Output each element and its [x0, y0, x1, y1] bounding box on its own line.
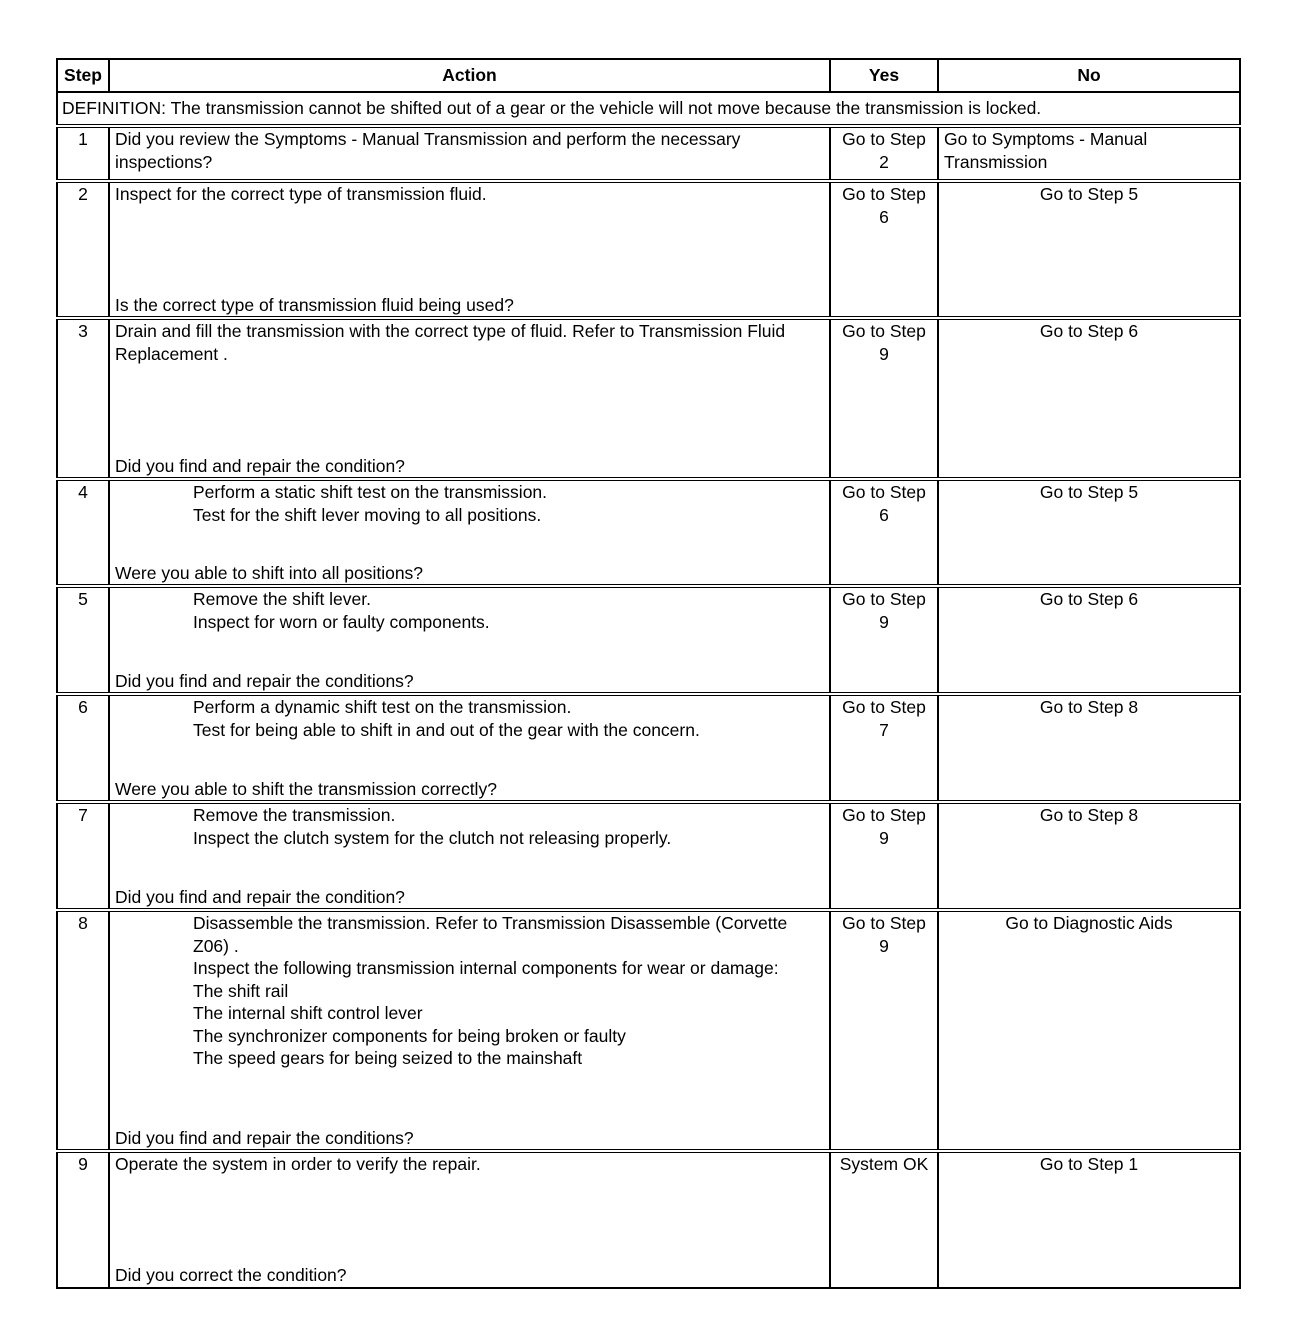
step-action [109, 1151, 830, 1288]
step-action [109, 479, 830, 586]
header-no: No [938, 59, 1240, 92]
step-no: Go to Step 6 [938, 318, 1240, 479]
table-row [57, 1151, 1240, 1288]
step-yes: Go to Step 7 [830, 694, 938, 802]
step-yes: Go to Step 6 [830, 479, 938, 586]
step-number: 4 [57, 479, 109, 586]
step-number: 8 [57, 910, 109, 1151]
action-question: Did you find and repair the conditions? [115, 670, 414, 691]
step-number: 5 [57, 586, 109, 694]
step-no: Go to Step 5 [938, 479, 1240, 586]
table-row [57, 318, 1240, 479]
action-line: Drain and fill the transmission with the correct type of fluid. Refer to Transmission Fluid Replacement . [115, 321, 786, 364]
table-row [57, 586, 1240, 694]
header-yes: Yes [830, 59, 938, 92]
action-line: Perform a static shift test on the transmission. [193, 482, 548, 502]
action-line: Operate the system in order to verify the repair. [115, 1154, 481, 1174]
step-number: 9 [57, 1151, 109, 1288]
action-question: Did you find and repair the condition? [115, 455, 405, 476]
step-no: Go to Step 8 [938, 802, 1240, 910]
action-question: Did you correct the condition? [115, 1264, 347, 1285]
action-line: Remove the shift lever. [193, 589, 371, 609]
step-no: Go to Step 8 [938, 694, 1240, 802]
action-line: Test for the shift lever moving to all positions. [193, 504, 542, 525]
action-line: Disassemble the transmission. Refer to Transmission Disassemble (Corvette Z06) . [193, 913, 788, 956]
action-question: Did you find and repair the conditions? [115, 1127, 414, 1148]
header-row [57, 59, 1240, 92]
step-action [109, 910, 830, 1151]
step-number: 2 [57, 181, 109, 318]
step-number: 6 [57, 694, 109, 802]
table-row [57, 694, 1240, 802]
action-question: Were you able to shift into all positions? [115, 562, 424, 583]
step-action [109, 802, 830, 910]
step-yes: Go to Step 6 [830, 181, 938, 318]
step-yes: Go to Step 9 [830, 802, 938, 910]
action-line: Remove the transmission. [193, 805, 396, 825]
action-line: Inspect for worn or faulty components. [193, 611, 490, 632]
action-line: The shift rail [193, 980, 289, 1001]
step-action [109, 318, 830, 479]
table-row [57, 802, 1240, 910]
action-line: The synchronizer components for being broken or faulty [193, 1025, 626, 1046]
step-yes: Go to Step 9 [830, 318, 938, 479]
step-no: Go to Symptoms - Manual Transmission [938, 126, 1240, 181]
step-yes: System OK [830, 1151, 938, 1288]
action-question: Did you find and repair the condition? [115, 886, 405, 907]
step-yes: Go to Step 9 [830, 910, 938, 1151]
header-action: Action [109, 59, 830, 92]
table-row [57, 181, 1240, 318]
step-number: 7 [57, 802, 109, 910]
step-action [109, 586, 830, 694]
step-yes: Go to Step 9 [830, 586, 938, 694]
action-question: Is the correct type of transmission fluid being used? [115, 294, 514, 315]
diagnostic-table [56, 58, 1241, 1289]
step-number: 3 [57, 318, 109, 479]
definition-text: DEFINITION: The transmission cannot be shifted out of a gear or the vehicle will not move because the transmission is locked. [57, 92, 1240, 126]
definition-row [57, 92, 1240, 126]
action-question: Were you able to shift the transmission correctly? [115, 778, 497, 799]
action-line: Perform a dynamic shift test on the transmission. [193, 697, 572, 717]
step-action [109, 181, 830, 318]
step-action [109, 694, 830, 802]
action-line: Inspect the clutch system for the clutch not releasing properly. [193, 827, 672, 848]
action-line: Did you review the Symptoms - Manual Transmission and perform the necessary inspections? [115, 129, 741, 172]
action-line: The speed gears for being seized to the mainshaft [193, 1048, 583, 1068]
table-row [57, 910, 1240, 1151]
step-no: Go to Diagnostic Aids [938, 910, 1240, 1151]
step-no: Go to Step 5 [938, 181, 1240, 318]
action-line: The internal shift control lever [193, 1003, 423, 1023]
table-row [57, 479, 1240, 586]
header-step: Step [57, 59, 109, 92]
action-line: Inspect the following transmission internal components for wear or damage: [193, 958, 779, 978]
action-line: Test for being able to shift in and out of the gear with the concern. [193, 719, 700, 740]
table-row [57, 126, 1240, 181]
action-line: Inspect for the correct type of transmission fluid. [115, 184, 487, 204]
step-action [109, 126, 830, 181]
step-no: Go to Step 1 [938, 1151, 1240, 1288]
step-no: Go to Step 6 [938, 586, 1240, 694]
step-number: 1 [57, 126, 109, 181]
step-yes: Go to Step 2 [830, 126, 938, 181]
